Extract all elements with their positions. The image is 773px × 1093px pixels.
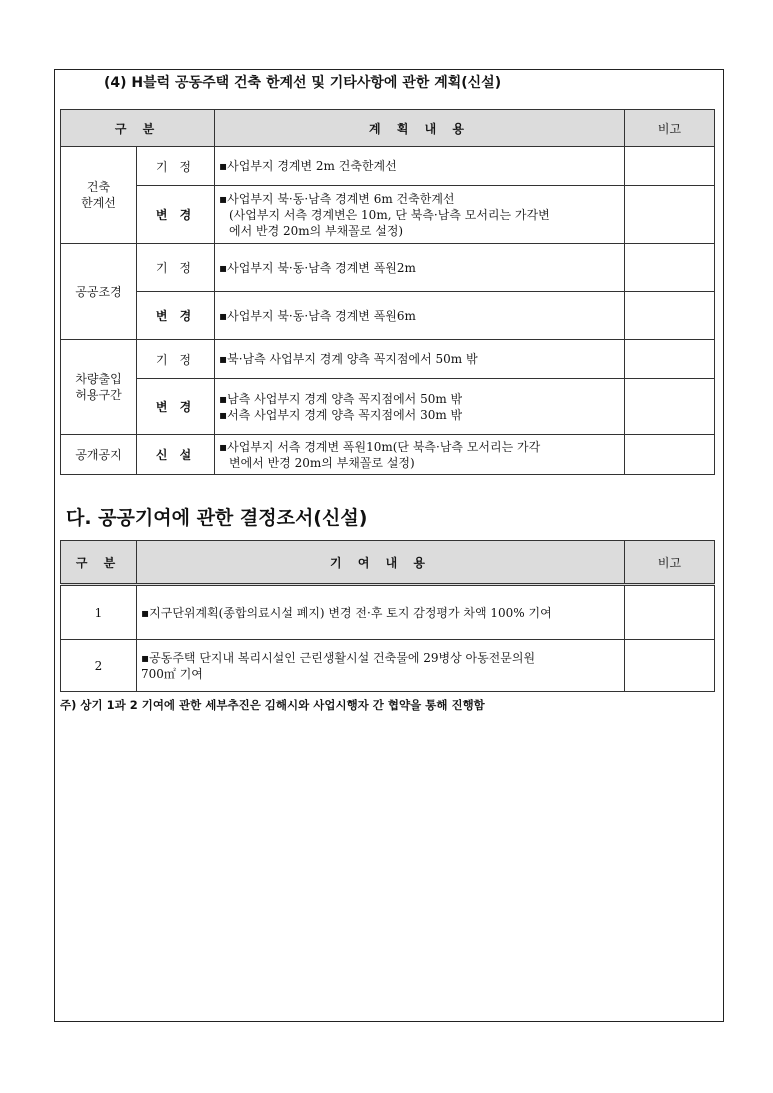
row-content: ▪사업부지 북·동·남측 경계변 6m 건축한계선 (사업부지 서측 경계변은 10m, 단 북측·남측 모서리는 가각변 에서 반경 20m의 부채꼴로 설정)	[215, 186, 625, 244]
row-content: ▪사업부지 북·동·남측 경계변 폭원2m	[215, 244, 625, 292]
row-status: 변 경	[137, 186, 215, 244]
section-d-title: 다. 공공기여에 관한 결정조서(신설)	[66, 507, 368, 529]
row-note	[625, 585, 715, 640]
table-header	[61, 541, 715, 585]
table-row	[61, 379, 715, 435]
table-row	[61, 340, 715, 379]
table-row	[61, 640, 715, 692]
row-status: 변 경	[137, 292, 215, 340]
header-content: 계 획 내 용	[215, 110, 625, 147]
header-category: 구 분	[61, 541, 137, 585]
row-content: ▪사업부지 북·동·남측 경계변 폭원6m	[215, 292, 625, 340]
table-row	[61, 435, 715, 475]
table-header	[61, 110, 715, 147]
row-status: 기 정	[137, 147, 215, 186]
table-row	[61, 585, 715, 640]
row-number: 1	[61, 585, 137, 640]
group-name: 공공조경	[61, 244, 137, 340]
row-content: ▪사업부지 경계변 2m 건축한계선	[215, 147, 625, 186]
row-content: ▪지구단위계획(종합의료시설 폐지) 변경 전·후 토지 감정평가 차액 100% 기여	[137, 585, 625, 640]
row-note	[625, 147, 715, 186]
table-row	[61, 186, 715, 244]
table-row	[61, 147, 715, 186]
section-4-title: (4) H블럭 공동주택 건축 한계선 및 기타사항에 관한 계획(신설)	[104, 75, 502, 91]
row-note	[625, 340, 715, 379]
row-note	[625, 292, 715, 340]
row-status: 변 경	[137, 379, 215, 435]
footnote: 주) 상기 1과 2 기여에 관한 세부추진은 김해시와 사업시행자 간 협약을 통해 진행함	[60, 698, 485, 712]
row-note	[625, 244, 715, 292]
row-note	[625, 435, 715, 475]
table-row	[61, 244, 715, 292]
row-status: 기 정	[137, 244, 215, 292]
building-line-table	[60, 109, 715, 475]
row-status: 신 설	[137, 435, 215, 475]
header-category: 구 분	[61, 110, 215, 147]
group-name: 차량출입 허용구간	[61, 340, 137, 435]
row-note	[625, 186, 715, 244]
row-note	[625, 379, 715, 435]
row-content: ▪북·남측 사업부지 경계 양측 꼭지점에서 50m 밖	[215, 340, 625, 379]
contribution-table	[60, 540, 715, 692]
group-name: 공개공지	[61, 435, 137, 475]
row-status: 기 정	[137, 340, 215, 379]
row-content: ▪사업부지 서측 경계변 폭원10m(단 북측·남측 모서리는 가각 변에서 반경 20m의 부채꼴로 설정)	[215, 435, 625, 475]
header-note: 비고	[625, 541, 715, 585]
row-note	[625, 640, 715, 692]
header-note: 비고	[625, 110, 715, 147]
group-name: 건축 한계선	[61, 147, 137, 244]
row-content: ▪남측 사업부지 경계 양측 꼭지점에서 50m 밖 ▪서측 사업부지 경계 양측 꼭지점에서 30m 밖	[215, 379, 625, 435]
row-content: ▪공동주택 단지내 복리시설인 근린생활시설 건축물에 29병상 아동전문의원 700㎡ 기여	[137, 640, 625, 692]
header-content: 기 여 내 용	[137, 541, 625, 585]
row-number: 2	[61, 640, 137, 692]
table-row	[61, 292, 715, 340]
